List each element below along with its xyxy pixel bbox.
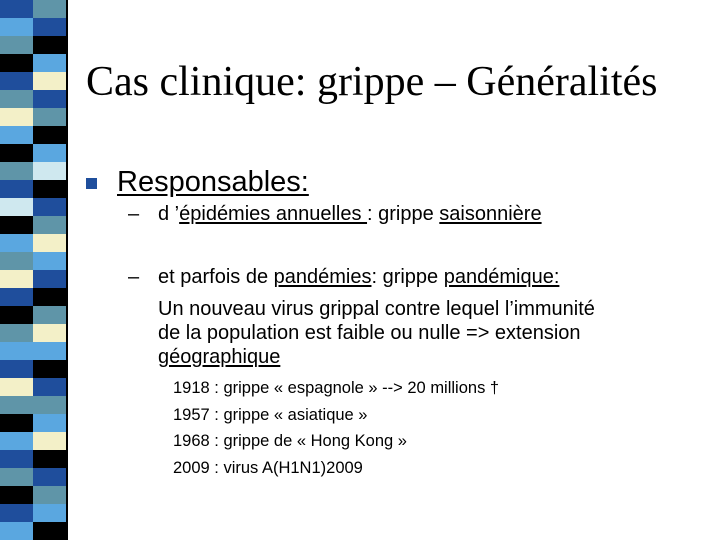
bullet-responsables (86, 165, 309, 199)
strip-square (0, 108, 33, 126)
strip-square (0, 306, 33, 324)
strip-square (33, 162, 66, 180)
strip-square (33, 54, 66, 72)
strip-column-left (0, 0, 33, 540)
strip-square (0, 72, 33, 90)
strip-square (0, 234, 33, 252)
strip-square (0, 486, 33, 504)
strip-square (33, 342, 66, 360)
strip-square (0, 0, 33, 18)
strip-square (33, 522, 66, 540)
strip-square (0, 378, 33, 396)
strip-square (0, 342, 33, 360)
strip-square (0, 144, 33, 162)
strip-square (0, 90, 33, 108)
bullet-heading: Responsables: (117, 166, 309, 198)
strip-square (0, 468, 33, 486)
strip-square (33, 306, 66, 324)
strip-square (0, 288, 33, 306)
strip-square (33, 216, 66, 234)
strip-square (0, 216, 33, 234)
underlined-term: épidémies annuelles (179, 203, 368, 225)
strip-square (33, 36, 66, 54)
strip-square (33, 324, 66, 342)
decorative-left-strip (0, 0, 66, 540)
strip-square (33, 414, 66, 432)
strip-square (0, 162, 33, 180)
strip-square (33, 72, 66, 90)
strip-square (33, 486, 66, 504)
strip-square (33, 450, 66, 468)
strip-square (0, 522, 33, 540)
strip-square (0, 180, 33, 198)
history-line: 2009 : virus A(H1N1)2009 (173, 458, 363, 477)
strip-square (33, 18, 66, 36)
strip-square (0, 126, 33, 144)
strip-square (33, 432, 66, 450)
sub-bullet-pandemies: – et parfois de pandémies: grippe pandémique: (128, 266, 560, 288)
strip-square (0, 504, 33, 522)
divider-line (66, 0, 68, 540)
strip-square (0, 252, 33, 270)
strip-square (33, 270, 66, 288)
history-line: 1918 : grippe « espagnole » --> 20 millions † (173, 379, 500, 397)
underlined-term: géographique (158, 346, 281, 368)
strip-square (33, 504, 66, 522)
pandemic-history-list (173, 375, 499, 481)
strip-square (33, 234, 66, 252)
strip-square (0, 360, 33, 378)
sub-bullet-epidemies: – d ’épidémies annuelles : grippe saisonnière (128, 203, 542, 225)
strip-square (33, 360, 66, 378)
strip-square (33, 0, 66, 18)
strip-square (0, 198, 33, 216)
history-line: 1968 : grippe de « Hong Kong » (173, 432, 407, 450)
strip-square (0, 414, 33, 432)
underlined-term: pandémies (273, 266, 372, 288)
strip-square (0, 18, 33, 36)
strip-square (33, 252, 66, 270)
slide-title: Cas clinique: grippe – Généralités (86, 59, 658, 105)
strip-square (33, 468, 66, 486)
strip-square (33, 396, 66, 414)
pandemic-description: Un nouveau virus grippal contre lequel l’immunité de la population est faible ou nulle => extension géographique (158, 298, 595, 368)
strip-square (0, 450, 33, 468)
strip-square (33, 90, 66, 108)
strip-square (0, 432, 33, 450)
strip-square (33, 144, 66, 162)
dash-bullet: – (128, 203, 140, 225)
strip-square (0, 396, 33, 414)
strip-square (33, 126, 66, 144)
underlined-term: saisonnière (439, 203, 542, 225)
strip-square (33, 198, 66, 216)
strip-square (0, 36, 33, 54)
strip-column-right (33, 0, 66, 540)
square-bullet-icon (86, 178, 97, 189)
strip-square (33, 180, 66, 198)
strip-square (33, 288, 66, 306)
history-line: 1957 : grippe « asiatique » (173, 405, 368, 424)
strip-square (0, 324, 33, 342)
dash-bullet: – (128, 266, 140, 288)
strip-square (33, 378, 66, 396)
underlined-term: pandémique: (443, 266, 560, 288)
strip-square (0, 270, 33, 288)
strip-square (0, 54, 33, 72)
strip-square (33, 108, 66, 126)
